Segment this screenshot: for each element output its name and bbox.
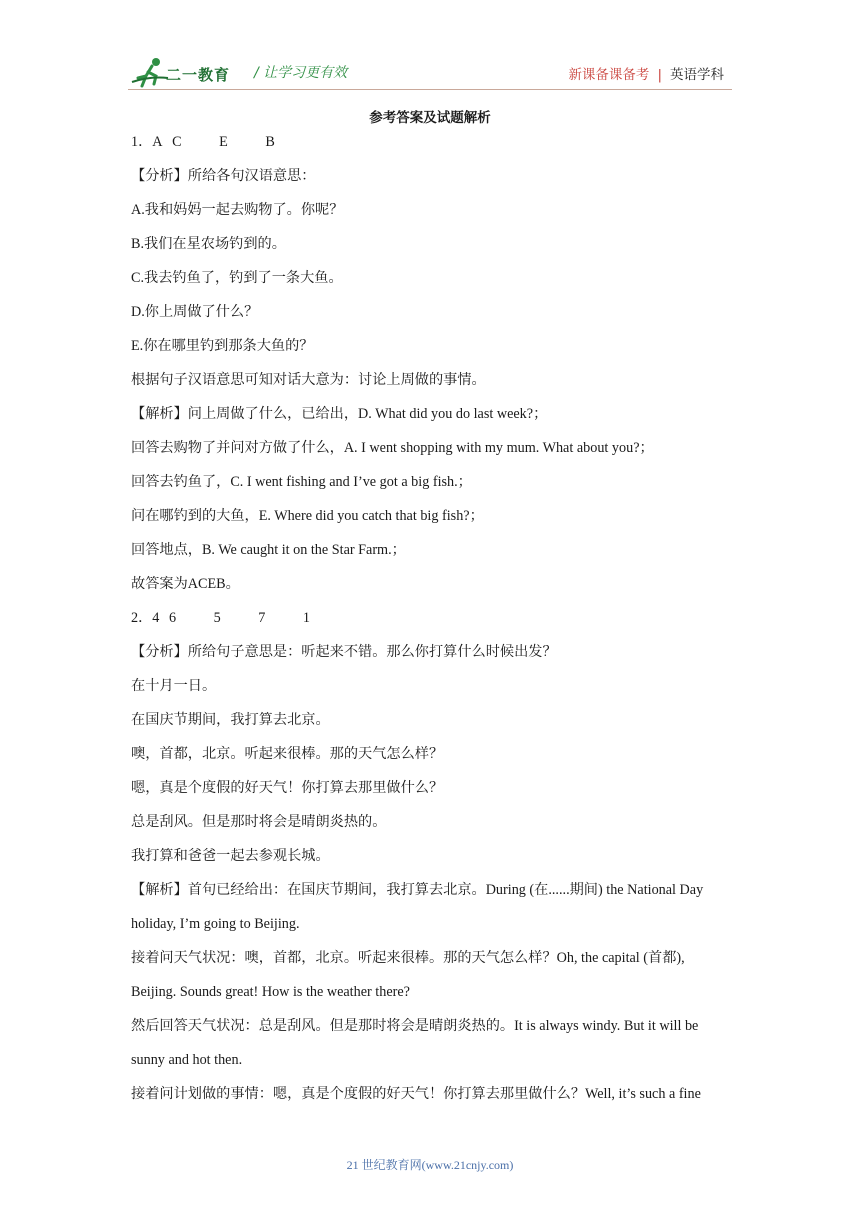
- document-body: [131, 132, 731, 1118]
- logo: [130, 56, 240, 88]
- q2-number: 2．4: [131, 610, 160, 626]
- q1-number: 1．A: [131, 134, 163, 150]
- q2-answer-line: [131, 608, 731, 642]
- q2-answer: 1: [302, 610, 310, 626]
- q1-sentence: E.你在哪里钓到那条大鱼的？: [131, 338, 314, 354]
- q1-answer: B: [265, 134, 275, 150]
- header-divider: [128, 89, 732, 90]
- q2-sentence: 在国庆节期间，我打算去北京。: [131, 712, 330, 728]
- q1-final-answer: 故答案为ACEB。: [131, 576, 240, 592]
- page-title: 参考答案及试题解析: [369, 110, 491, 126]
- q1-explain: 回答地点，B. We caught it on the Star Farm.；: [131, 542, 406, 558]
- q1-sentence: D.你上周做了什么？: [131, 304, 259, 320]
- q1-explain: 【解析】问上周做了什么，已给出，D. What did you do last week?；: [131, 406, 548, 422]
- q2-answer: 5: [213, 610, 221, 626]
- header-highlight: 新课备课备考: [568, 67, 650, 83]
- q1-answer: C: [172, 134, 182, 150]
- q1-explain: 问在哪钓到的大鱼，E. Where did you catch that big fish?；: [131, 508, 484, 524]
- q1-sentence: B.我们在星农场钓到的。: [131, 236, 286, 252]
- q1-explain: 回答去钓鱼了，C. I went fishing and I’ve got a big fish.；: [131, 474, 472, 490]
- q2-explain: 然后回答天气状况：总是刮风。但是那时将会是晴朗炎热的。It is always windy. But it will be: [131, 1018, 699, 1034]
- q2-explain: 接着问计划做的事情：嗯，真是个度假的好天气！你打算去那里做什么？Well, it’s such a fine: [131, 1086, 701, 1102]
- q2-explain-cont: holiday, I’m going to Beijing.: [131, 916, 300, 932]
- q2-answer: 6: [168, 610, 177, 626]
- header-subject: 英语学科: [670, 67, 724, 83]
- q2-explain: 接着问天气状况：噢，首都，北京。听起来很棒。那的天气怎么样？Oh, the capital (首都),: [131, 950, 685, 966]
- q2-sentence: 噢，首都，北京。听起来很棒。那的天气怎么样？: [131, 746, 444, 762]
- q2-sentence: 总是刮风。但是那时将会是晴朗炎热的。: [131, 814, 387, 830]
- q2-explain-cont: Beijing. Sounds great! How is the weather there?: [131, 984, 410, 1000]
- q2-analysis-head: 【分析】所给句子意思是：听起来不错。那么你打算什么时候出发？: [131, 644, 557, 660]
- q2-explain-cont: sunny and hot then.: [131, 1052, 243, 1068]
- slogan: / 让学习更有效: [254, 65, 348, 81]
- q1-sentence: A.我和妈妈一起去购物了。你呢？: [131, 202, 344, 218]
- q1-answer: E: [219, 134, 228, 150]
- header-separator: |: [657, 67, 662, 83]
- q2-answer: 7: [258, 610, 266, 626]
- brand-name: 二一教育: [166, 66, 231, 84]
- q2-explain: 【解析】首句已经给出：在国庆节期间，我打算去北京。During (在......期间) the National Day: [131, 882, 704, 898]
- q2-sentence: 在十月一日。: [131, 678, 217, 694]
- page-footer: 21 世纪教育网(www.21cnjy.com): [346, 1158, 514, 1172]
- q1-summary: 根据句子汉语意思可知对话大意为：讨论上周做的事情。: [131, 372, 486, 388]
- q1-explain: 回答去购物了并问对方做了什么，A. I went shopping with my mum. What about you?；: [131, 440, 654, 456]
- q2-sentence: 我打算和爸爸一起去参观长城。: [131, 848, 330, 864]
- q1-answer-line: [131, 132, 731, 166]
- header-right: [568, 63, 724, 83]
- q1-sentence: C.我去钓鱼了，钓到了一条大鱼。: [131, 270, 343, 286]
- runner-logo-icon: [130, 56, 170, 88]
- page-header: [130, 56, 730, 90]
- q2-sentence: 嗯，真是个度假的好天气！你打算去那里做什么？: [131, 780, 444, 796]
- q1-analysis-head: 【分析】所给各句汉语意思：: [131, 168, 316, 184]
